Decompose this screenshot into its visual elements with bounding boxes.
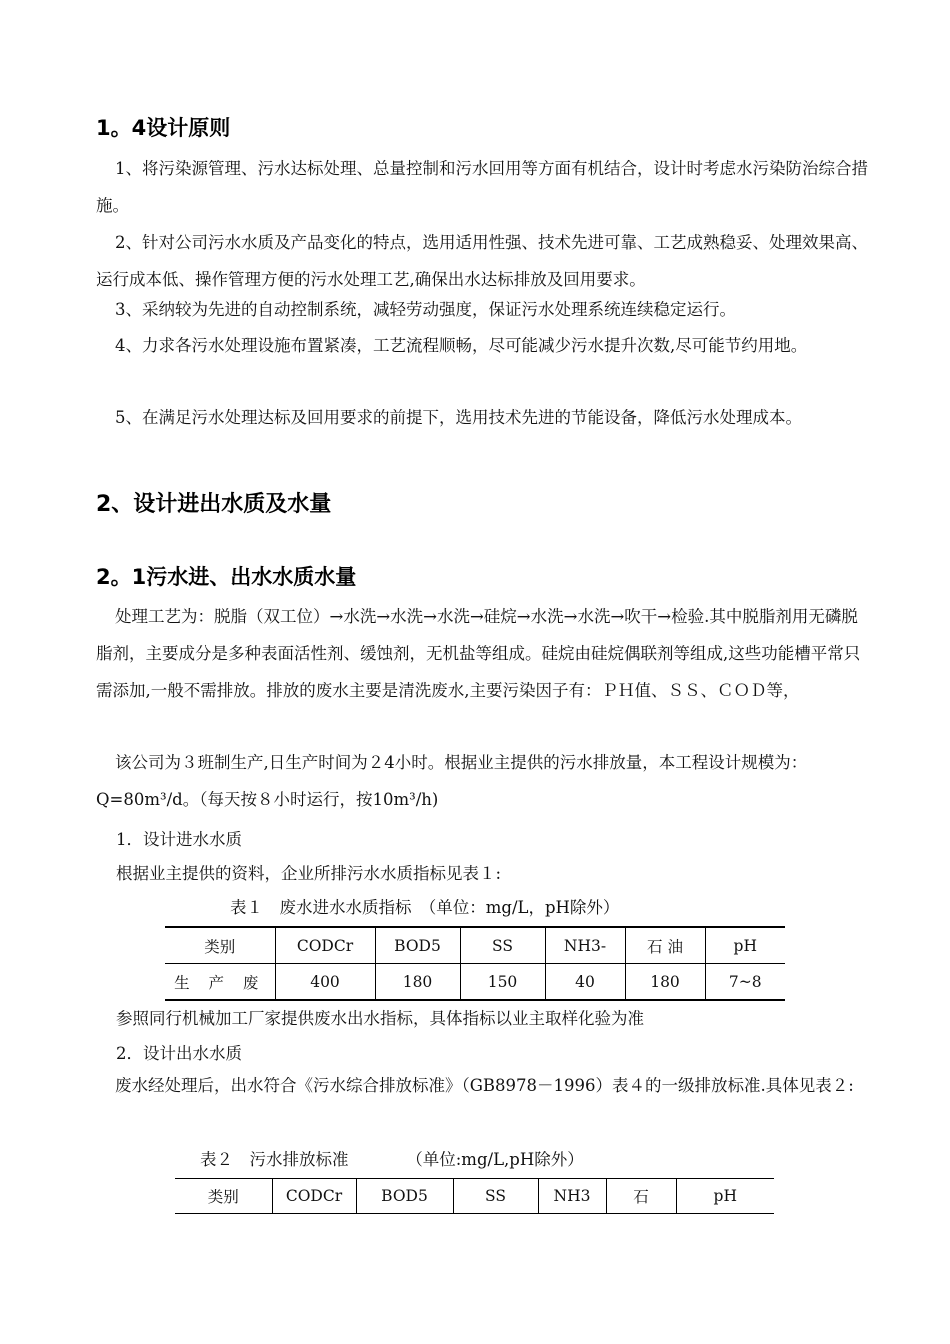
principle-item-3: 3、采纳较为先进的自动控制系统，减轻劳动强度，保证污水处理系统连续稳定运行。 [115, 300, 736, 319]
section-heading-1-4: 1。4设计原则 [96, 116, 231, 140]
table-cell: 400 [275, 964, 375, 1001]
table-header-cell: 类别 [165, 927, 275, 964]
table-header-cell: NH3 [538, 1179, 606, 1214]
table-header-row [175, 1179, 774, 1214]
table-cell: 150 [460, 964, 545, 1001]
table-header-cell: NH3- [545, 927, 625, 964]
table-cell: 40 [545, 964, 625, 1001]
table-header-cell: SS [453, 1179, 538, 1214]
principle-item-1: 1、将污染源管理、污水达标处理、总量控制和污水回用等方面有机结合，设计时考虑水污染防治综合措施。 [96, 159, 868, 215]
table1-caption: 表１ 废水进水水质指标 （单位：mg/L，pH除外） [230, 898, 620, 917]
section-heading-2-1: 2。1污水进、出水水质水量 [96, 565, 357, 589]
table-header-cell: 石 [606, 1179, 676, 1214]
table-header-cell: SS [460, 927, 545, 964]
scale-paragraph: 该公司为３班制生产,日生产时间为２4小时。根据业主提供的污水排放量，本工程设计规模为：Q=80m³/d。（每天按８小时运行，按10m³/h) [96, 753, 808, 809]
outlet-quality-text: 废水经处理后，出水符合《污水综合排放标准》（GB8978－1996）表４的一级排放标准.具体见表２: [115, 1076, 854, 1095]
table-header-row [165, 927, 785, 964]
table-header-cell: 类别 [207, 1188, 239, 1206]
table2-caption: 表２ 污水排放标准 （单位:mg/L,pH除外） [200, 1150, 584, 1169]
process-paragraph: 处理工艺为：脱脂（双工位）→水洗→水洗→水洗→硅烷→水洗→水洗→吹干→检验.其中脱脂剂用无磷脱脂剂，主要成分是多种表面活性剂、缓蚀剂，无机盐等组成。硅烷由硅烷偶联剂等组成,这些功能槽平常只需添加,一般不需排放。排放的废水主要是清洗废水,主要污染因子有：ＰＨ值、ＳＳ、ＣＯＤ等， [96, 607, 861, 700]
table-row [165, 964, 785, 1001]
table-header-cell: BOD5 [375, 927, 460, 964]
discharge-standard-table [175, 1178, 774, 1214]
table-cell: 180 [375, 964, 460, 1001]
table-cell: 生 产 废 [165, 964, 275, 1001]
table-header-cell: CODCr [275, 927, 375, 964]
principle-item-2: 2、针对公司污水水质及产品变化的特点，选用适用性强、技术先进可靠、工艺成熟稳妥、处理效果高、运行成本低、操作管理方便的污水处理工艺,确保出水达标排放及回用要求。 [96, 233, 868, 289]
inlet-quality-text: 根据业主提供的资料，企业所排污水水质指标见表１: [116, 864, 502, 883]
table-header-cell: 石 油 [625, 927, 705, 964]
table-header-cell: CODCr [272, 1179, 356, 1214]
table-cell: 180 [625, 964, 705, 1001]
principle-item-5: 5、在满足污水处理达标及回用要求的前提下，选用技术先进的节能设备，降低污水处理成本。 [115, 408, 802, 427]
table-header-cell: pH [705, 927, 785, 964]
table-header-cell: pH [676, 1179, 774, 1214]
subsection-inlet-quality: 1．设计进水水质 [116, 830, 242, 849]
principle-item-4: 4、力求各污水处理设施布置紧凑，工艺流程顺畅，尽可能减少污水提升次数,尽可能节约用地。 [115, 336, 808, 355]
table-header-cell: BOD5 [356, 1179, 453, 1214]
table-cell: 7~8 [705, 964, 785, 1001]
sample-note: 参照同行机械加工厂家提供废水出水指标，具体指标以业主取样化验为准 [116, 1009, 644, 1028]
section-heading-2: 2、设计进出水质及水量 [96, 492, 332, 517]
inlet-quality-table [165, 926, 785, 1001]
subsection-outlet-quality: 2．设计出水水质 [116, 1044, 242, 1063]
